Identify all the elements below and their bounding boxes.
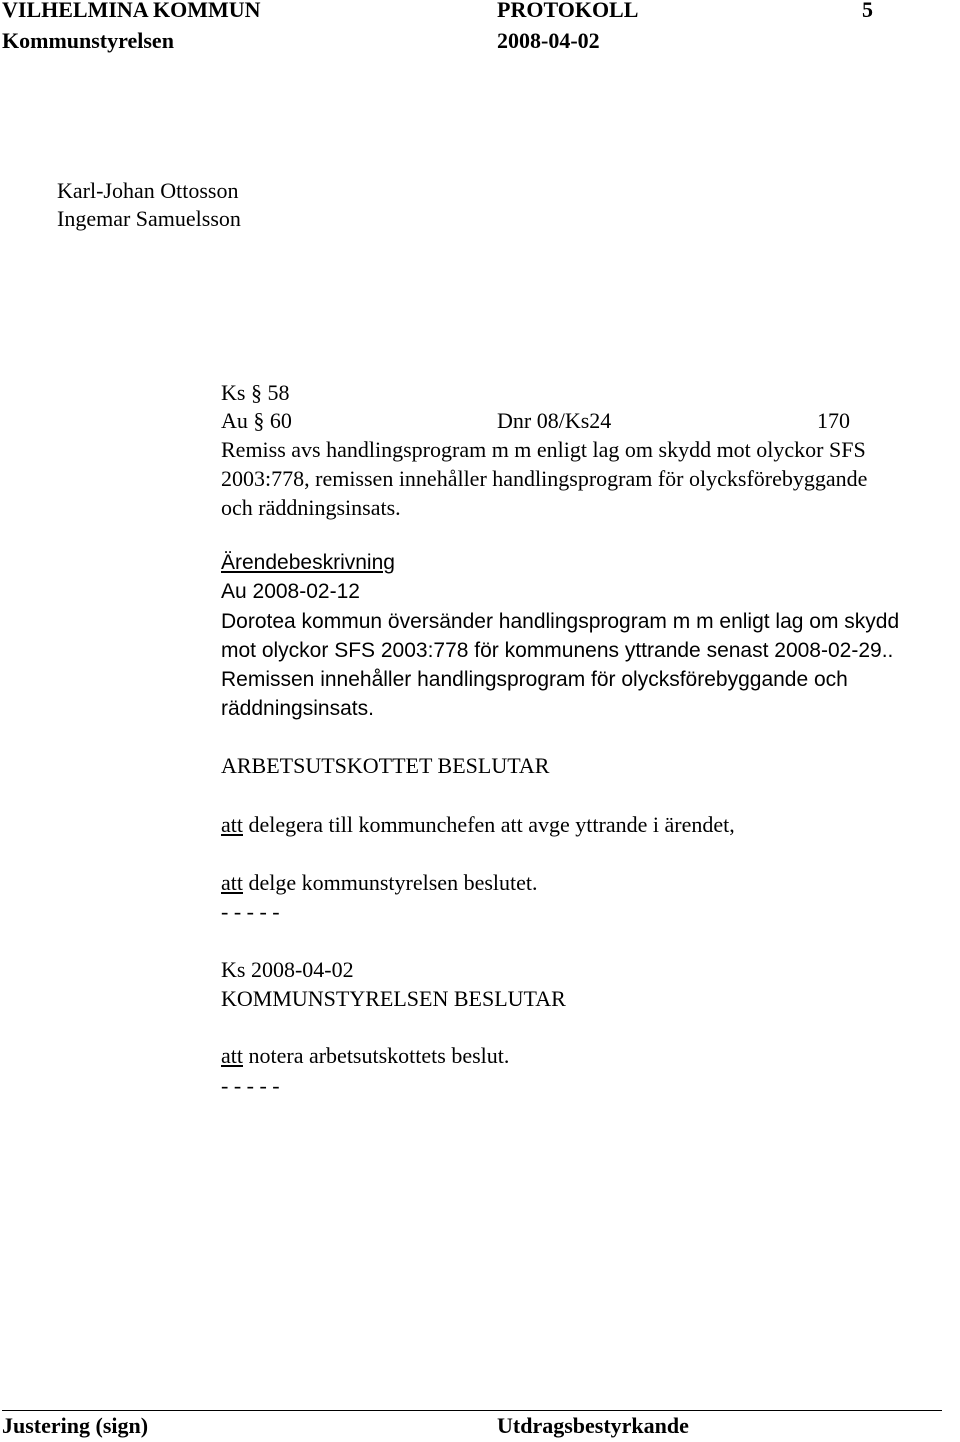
case-code: 170 — [817, 408, 850, 433]
description-line: mot olyckor SFS 2003:778 för kommunens yttrande senast 2008-02-29.. — [221, 639, 894, 662]
decision-item — [221, 1043, 509, 1069]
diary-number: Dnr 08/Ks24 — [497, 408, 612, 433]
au-number: 60 — [269, 408, 292, 433]
case-title-line: 2003:778, remissen innehåller handlingsprogram för olycksförebyggande — [221, 466, 868, 491]
decision-text: notera arbetsutskottets beslut. — [243, 1043, 510, 1068]
decision-text: delge kommunstyrelsen beslutet. — [243, 870, 538, 895]
att-keyword: att — [221, 1043, 243, 1068]
description-line: räddningsinsats. — [221, 697, 374, 720]
description-au-date: Au 2008-02-12 — [221, 580, 360, 603]
section-sign-icon: § — [253, 408, 265, 433]
ks-decision-date: Ks 2008-04-02 — [221, 957, 354, 982]
att-keyword: att — [221, 870, 243, 895]
section-sign-icon: § — [250, 380, 262, 405]
page-number: 5 — [862, 0, 873, 22]
meeting-date: 2008-04-02 — [497, 28, 600, 53]
case-title-line: Remiss avs handlingsprogram m m enligt lag om skydd mot olyckor SFS — [221, 437, 866, 462]
attendee: Karl-Johan Ottosson — [57, 178, 239, 203]
footer-justering: Justering (sign) — [2, 1413, 149, 1438]
ks-decision-heading: KOMMUNSTYRELSEN BESLUTAR — [221, 986, 566, 1011]
au-paragraph — [221, 408, 292, 434]
decision-text: delegera till kommunchefen att avge yttrande i ärendet, — [243, 812, 735, 837]
decision-item — [221, 870, 538, 896]
footer-utdrag: Utdragsbestyrkande — [497, 1413, 689, 1438]
footer-rule — [2, 1410, 942, 1411]
ks-label: Ks — [221, 380, 246, 405]
decision-item — [221, 812, 735, 838]
description-heading: Ärendebeskrivning — [221, 551, 395, 574]
att-keyword: att — [221, 812, 243, 837]
au-decision-heading: ARBETSUTSKOTTET BESLUTAR — [221, 753, 550, 778]
attendee: Ingemar Samuelsson — [57, 206, 241, 231]
au-label: Au — [221, 408, 248, 433]
ks-paragraph — [221, 380, 289, 406]
description-line: Remissen innehåller handlingsprogram för olycksförebyggande och — [221, 668, 848, 691]
description-line: Dorotea kommun översänder handlingsprogram m m enligt lag om skydd — [221, 610, 900, 633]
case-title-line: och räddningsinsats. — [221, 495, 401, 520]
document-type: PROTOKOLL — [497, 0, 639, 22]
committee-name: Kommunstyrelsen — [2, 28, 174, 53]
municipality-name: VILHELMINA KOMMUN — [2, 0, 261, 22]
separator: - - - - - — [221, 1073, 280, 1098]
separator: - - - - - — [221, 899, 280, 924]
ks-number: 58 — [267, 380, 290, 405]
